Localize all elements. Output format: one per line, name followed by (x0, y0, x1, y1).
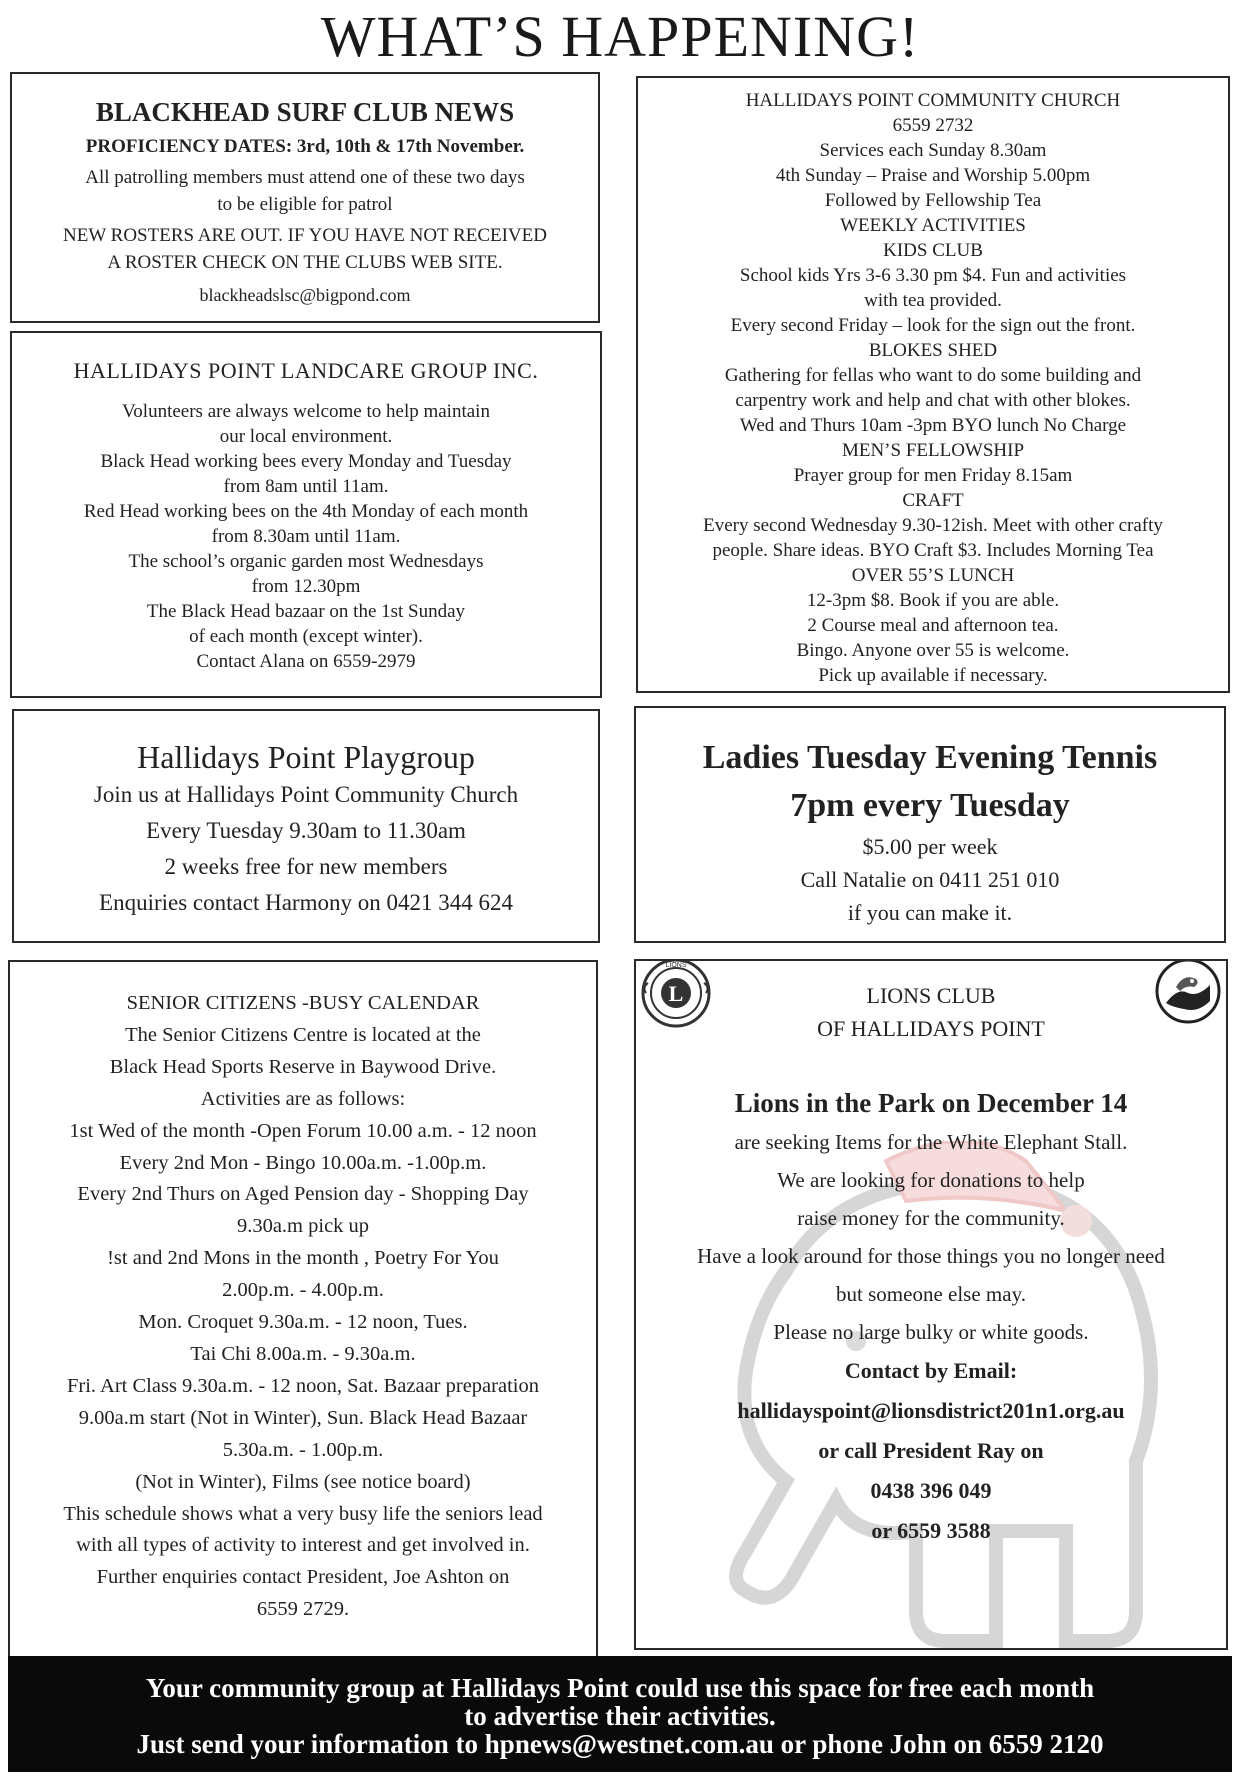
lions-call-label: or call President Ray on (818, 1438, 1044, 1463)
lions-line: We are looking for donations to help (777, 1168, 1085, 1192)
seniors-line: 9.00a.m start (Not in Winter), Sun. Black Head Bazaar (78, 1406, 528, 1429)
tennis-price: $5.00 per week (862, 834, 998, 859)
church-section-heading: KIDS CLUB (883, 240, 983, 261)
landcare-line: The school’s organic garden most Wednesdays (128, 551, 484, 572)
tennis-heading: Ladies Tuesday Evening Tennis (702, 739, 1158, 776)
seniors-line: 1st Wed of the month -Open Forum 10.00 a.m. - 12 noon (69, 1119, 537, 1142)
lions-email[interactable]: hallidayspoint@lionsdistrict201n1.org.au (737, 1398, 1125, 1423)
landcare-line: The Black Head bazaar on the 1st Sunday (146, 601, 466, 622)
lions-club-location: OF HALLIDAYS POINT (817, 1016, 1045, 1041)
seniors-line: Mon. Croquet 9.30a.m. - 12 noon, Tues. (138, 1311, 468, 1334)
landcare-line: our local environment. (219, 426, 393, 447)
lions-club-name: LIONS CLUB (866, 983, 996, 1008)
landcare-line: of each month (except winter). (189, 626, 423, 647)
seniors-line: The Senior Citizens Centre is located at the (125, 1023, 481, 1046)
church-line: Every second Wednesday 9.30-12ish. Meet with other crafty (703, 515, 1163, 536)
lions-line: Have a look around for those things you no longer need (697, 1244, 1165, 1268)
patrol-line-2: to be eligible for patrol (217, 194, 393, 215)
seniors-line: !st and 2nd Mons in the month , Poetry For You (107, 1247, 499, 1270)
senior-citizens-box (8, 960, 598, 1683)
playgroup-line: Join us at Hallidays Point Community Church (93, 782, 519, 807)
surf-club-heading: BLACKHEAD SURF CLUB NEWS (95, 97, 515, 127)
church-line: Gathering for fellas who want to do some building and (724, 365, 1142, 386)
tennis-box (634, 706, 1226, 943)
lions-contact-label: Contact by Email: (844, 1358, 1018, 1383)
playgroup-heading: Hallidays Point Playgroup (137, 739, 475, 775)
lions-club-box (634, 959, 1228, 1650)
church-name: HALLIDAYS POINT COMMUNITY CHURCH (745, 90, 1121, 111)
church-line: School kids Yrs 3-6 3.30 pm $4. Fun and activities (739, 265, 1127, 286)
church-section-heading: MEN’S FELLOWSHIP (841, 440, 1025, 461)
footer-line-3: Just send your information to hpnews@westnet.com.au or phone John on 6559 2120 (136, 1729, 1104, 1759)
footer-banner (8, 1656, 1232, 1772)
church-section-heading: OVER 55’S LUNCH (851, 565, 1015, 586)
church-line: Every second Friday – look for the sign out the front. (730, 315, 1136, 336)
landcare-box (10, 331, 602, 698)
landcare-line: from 12.30pm (251, 576, 361, 597)
lions-phone-1: 0438 396 049 (870, 1478, 992, 1503)
seniors-line: Black Head Sports Reserve in Baywood Drive. (109, 1055, 497, 1078)
tennis-time: 7pm every Tuesday (790, 787, 1070, 824)
landcare-line: Red Head working bees on the 4th Monday of each month (83, 501, 529, 522)
landcare-line: Volunteers are always welcome to help maintain (122, 401, 490, 422)
surf-club-news-box (10, 72, 600, 323)
seniors-line: This schedule shows what a very busy life the seniors lead (63, 1502, 543, 1525)
footer-line-2: to advertise their activities. (464, 1701, 776, 1731)
community-church-box (636, 76, 1230, 693)
church-section-heading: BLOKES SHED (868, 340, 998, 361)
lions-line: Please no large bulky or white goods. (773, 1320, 1089, 1344)
seniors-line: Further enquiries contact President, Joe Ashton on (96, 1566, 510, 1589)
playgroup-line: Every Tuesday 9.30am to 11.30am (146, 818, 466, 843)
seniors-line: 2.00p.m. - 4.00p.m. (222, 1279, 384, 1302)
church-phone: 6559 2732 (892, 115, 974, 136)
seniors-heading: SENIOR CITIZENS -BUSY CALENDAR (126, 992, 480, 1014)
lions-phone-2: or 6559 3588 (871, 1518, 991, 1543)
footer-line-1: Your community group at Hallidays Point could use this space for free each month (145, 1673, 1095, 1703)
lions-event-heading: Lions in the Park on December 14 (734, 1088, 1128, 1118)
church-line: 4th Sunday – Praise and Worship 5.00pm (775, 165, 1091, 186)
seniors-line: 5.30a.m. - 1.00p.m. (222, 1438, 384, 1461)
seniors-line: Activities are as follows: (200, 1087, 406, 1110)
lions-logo-text: LIONS (665, 962, 687, 969)
landcare-contact: Contact Alana on 6559-2979 (196, 651, 416, 672)
page-title: WHAT’S HAPPENING! (320, 4, 920, 69)
svg-text:L: L (668, 981, 684, 1006)
landcare-line: Black Head working bees every Monday and Tuesday (100, 451, 512, 472)
patrol-line-1: All patrolling members must attend one of these two days (85, 167, 525, 188)
landcare-line: from 8am until 11am. (223, 476, 389, 497)
playgroup-contact: Enquiries contact Harmony on 0421 344 624 (99, 890, 513, 915)
lions-line: raise money for the community. (797, 1206, 1065, 1230)
church-line: 12-3pm $8. Book if you are able. (806, 590, 1060, 611)
rosters-line-2: A ROSTER CHECK ON THE CLUBS WEB SITE. (107, 252, 503, 273)
church-line: with tea provided. (864, 290, 1002, 311)
lions-line: are seeking Items for the White Elephant Stall. (734, 1130, 1128, 1154)
seniors-line: with all types of activity to interest and get involved in. (76, 1534, 530, 1557)
playgroup-line: 2 weeks free for new members (164, 854, 448, 879)
proficiency-dates: PROFICIENCY DATES: 3rd, 10th & 17th November. (85, 136, 525, 157)
lions-line: but someone else may. (836, 1282, 1026, 1306)
seniors-contact: 6559 2729. (256, 1598, 350, 1621)
church-section-heading: CRAFT (902, 490, 964, 511)
church-line: Wed and Thurs 10am -3pm BYO lunch No Charge (739, 415, 1127, 436)
seniors-line: (Not in Winter), Films (see notice board) (135, 1470, 471, 1493)
church-line: Prayer group for men Friday 8.15am (793, 465, 1073, 486)
seniors-line: 9.30a.m pick up (236, 1215, 370, 1238)
rosters-line-1: NEW ROSTERS ARE OUT. IF YOU HAVE NOT RECEIVED (63, 225, 547, 246)
seniors-line: Every 2nd Thurs on Aged Pension day - Shopping Day (77, 1183, 529, 1206)
church-line: Services each Sunday 8.30am (819, 140, 1047, 161)
playgroup-box (12, 709, 600, 943)
tennis-line: if you can make it. (847, 900, 1013, 925)
church-line: people. Share ideas. BYO Craft $3. Includes Morning Tea (712, 540, 1154, 561)
church-line: carpentry work and help and chat with other blokes. (735, 390, 1131, 411)
church-line: Bingo. Anyone over 55 is welcome. (796, 640, 1070, 661)
church-section-heading: WEEKLY ACTIVITIES (840, 215, 1026, 236)
landcare-heading: HALLIDAYS POINT LANDCARE GROUP INC. (73, 358, 539, 383)
seniors-line: Fri. Art Class 9.30a.m. - 12 noon, Sat. Bazaar preparation (67, 1374, 539, 1397)
church-line: 2 Course meal and afternoon tea. (807, 615, 1059, 636)
tennis-contact: Call Natalie on 0411 251 010 (800, 867, 1060, 892)
church-line: Pick up available if necessary. (818, 665, 1048, 686)
surf-club-email[interactable]: blackheadslsc@bigpond.com (199, 285, 411, 305)
seniors-line: Tai Chi 8.00a.m. - 9.30a.m. (190, 1342, 416, 1365)
landcare-line: from 8.30am until 11am. (211, 526, 401, 547)
church-line: Followed by Fellowship Tea (824, 190, 1042, 211)
seniors-line: Every 2nd Mon - Bingo 10.00a.m. -1.00p.m. (119, 1151, 487, 1174)
